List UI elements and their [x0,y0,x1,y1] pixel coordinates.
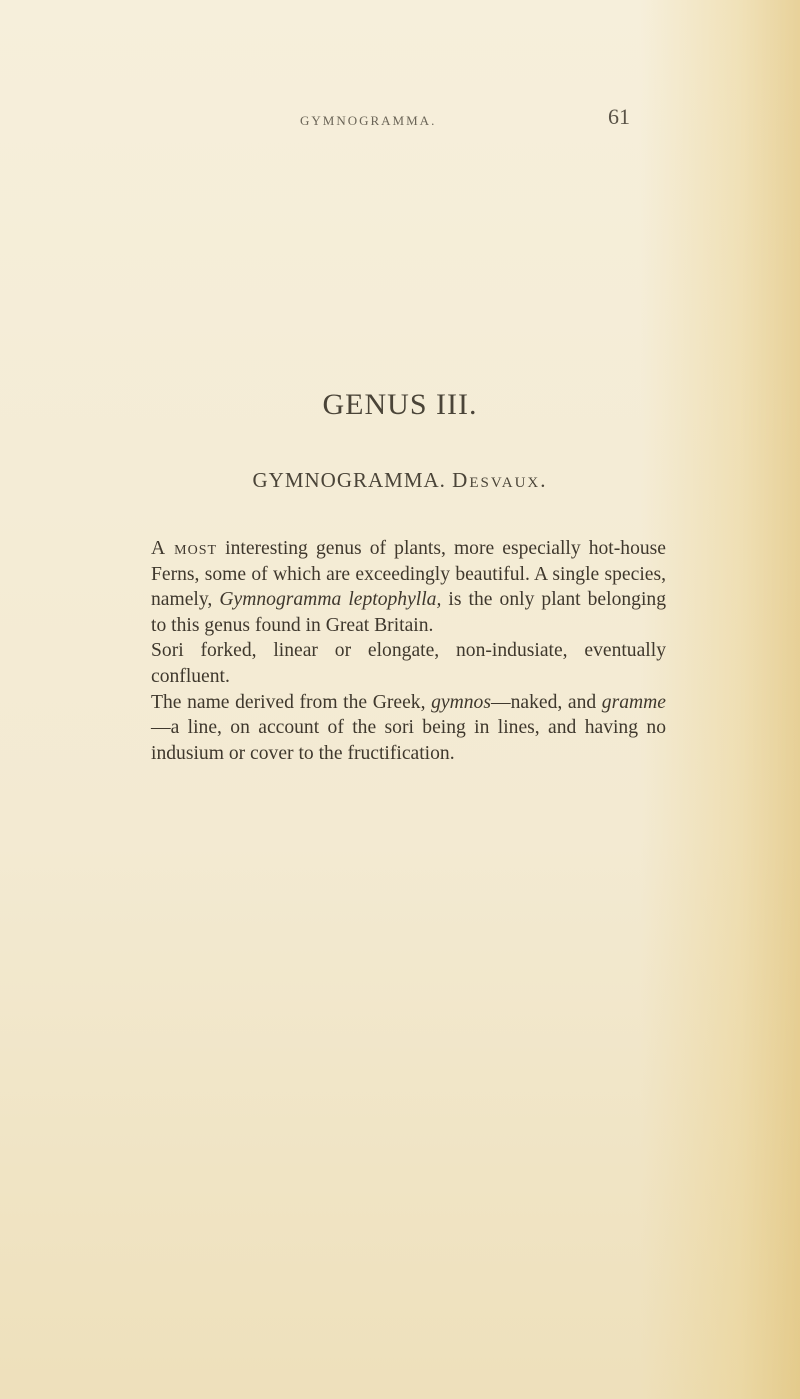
greek-word-gymnos: gymnos [431,691,491,713]
sori-text: Sori forked, linear or elongate, non-indusiate, eventually confluent. [151,640,666,687]
etymology-text-1: The name derived from the Greek, [151,691,432,713]
page-number: 61 [608,104,630,129]
authority: Desvaux. [452,468,548,492]
genus-heading: GENUS III. [322,388,478,421]
paragraph-etymology [151,690,666,767]
intro-text-2: is the only plant belonging to this genus found in Great Britain. [151,589,666,636]
paragraph-intro [151,536,666,638]
greek-word-gramme: gramme [601,691,666,713]
genus-name-line [0,468,800,493]
etymology-text-3: —a line, on account of the sori being in lines, and having no indusium or cover to the fructification. [151,717,666,764]
paragraph-sori [151,638,666,689]
intro-text-1: interesting genus of plants, more especially hot-house Ferns, some of which are exceedingly beautiful. A single species, namely, [151,538,666,611]
body-text [151,536,666,766]
running-head: GYMNOGRAMMA. [300,113,437,128]
etymology-text-2: —naked, and [490,691,602,713]
species-name: Gymnogramma leptophylla, [219,589,442,611]
genus-name: GYMNOGRAMMA. [252,468,446,492]
lead-word: A most [151,538,218,559]
